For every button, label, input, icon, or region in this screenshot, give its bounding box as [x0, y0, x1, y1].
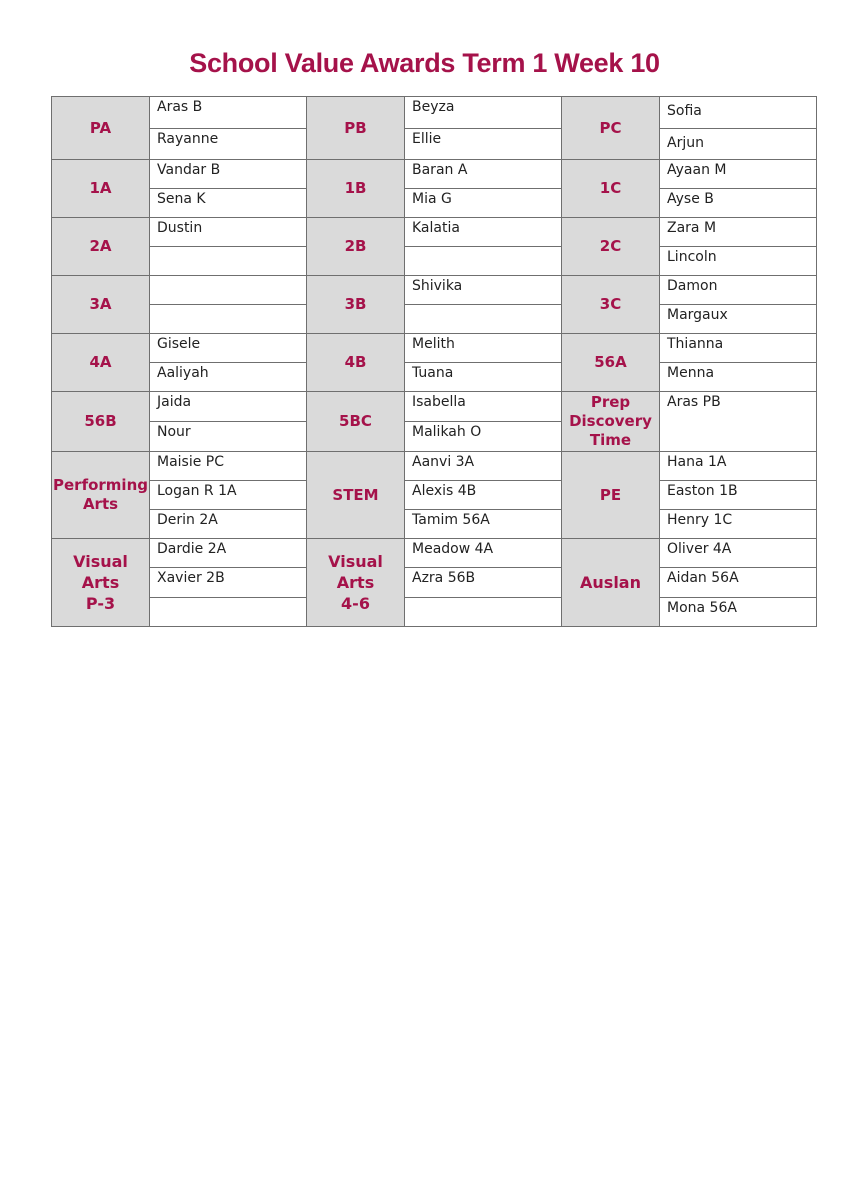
student-name: Nour [150, 422, 307, 452]
student-name [150, 276, 307, 305]
table-row [52, 334, 817, 392]
names-column [660, 539, 817, 627]
table-row [52, 392, 817, 452]
student-name: Melith [405, 334, 562, 363]
class-label: STEM [307, 452, 405, 539]
student-name: Logan R 1A [150, 481, 307, 510]
student-name: Maisie PC [150, 452, 307, 481]
names-column [405, 160, 562, 218]
names-column [150, 160, 307, 218]
student-name: Xavier 2B [150, 568, 307, 597]
class-label: 2C [562, 218, 660, 276]
class-label: Prep Discovery Time [562, 392, 660, 452]
class-label: 2B [307, 218, 405, 276]
names-column [150, 334, 307, 392]
student-name [405, 305, 562, 334]
names-column [405, 334, 562, 392]
names-column [150, 392, 307, 452]
table-row [52, 276, 817, 334]
student-name: Easton 1B [660, 481, 817, 510]
names-column [150, 452, 307, 539]
student-name: Sena K [150, 189, 307, 218]
names-column [405, 218, 562, 276]
student-name: Tuana [405, 363, 562, 392]
student-name [405, 598, 562, 627]
student-name: Margaux [660, 305, 817, 334]
student-name: Kalatia [405, 218, 562, 247]
names-column [150, 218, 307, 276]
class-label: 1A [52, 160, 150, 218]
student-name: Mia G [405, 189, 562, 218]
names-column [150, 276, 307, 334]
table-row [52, 218, 817, 276]
student-name: Alexis 4B [405, 481, 562, 510]
student-name [405, 247, 562, 276]
names-column [660, 160, 817, 218]
student-name: Meadow 4A [405, 539, 562, 568]
class-label: PB [307, 97, 405, 160]
class-label: Auslan [562, 539, 660, 627]
student-name: Dustin [150, 218, 307, 247]
student-name: Henry 1C [660, 510, 817, 539]
names-column [150, 97, 307, 160]
class-label: Visual Arts P-3 [52, 539, 150, 627]
class-label: 4B [307, 334, 405, 392]
student-name: Gisele [150, 334, 307, 363]
class-label: 56A [562, 334, 660, 392]
student-name: Jaida [150, 392, 307, 422]
class-label: Visual Arts 4-6 [307, 539, 405, 627]
student-name: Shivika [405, 276, 562, 305]
class-label: 4A [52, 334, 150, 392]
student-name: Aras B [150, 97, 307, 129]
student-name: Rayanne [150, 129, 307, 161]
student-name: Oliver 4A [660, 539, 817, 568]
names-column [405, 452, 562, 539]
table-row [52, 539, 817, 627]
student-name: Tamim 56A [405, 510, 562, 539]
table-row [52, 452, 817, 539]
student-name: Aidan 56A [660, 568, 817, 597]
student-name: Aanvi 3A [405, 452, 562, 481]
names-column [660, 276, 817, 334]
class-label: PA [52, 97, 150, 160]
table-row [52, 160, 817, 218]
student-name: Menna [660, 363, 817, 392]
student-name: Malikah O [405, 422, 562, 452]
names-column [405, 539, 562, 627]
student-name: Mona 56A [660, 598, 817, 627]
class-label: 3C [562, 276, 660, 334]
names-column [660, 392, 817, 452]
student-name: Dardie 2A [150, 539, 307, 568]
class-label: 5BC [307, 392, 405, 452]
class-label: 1B [307, 160, 405, 218]
student-name [150, 598, 307, 627]
student-name: Ellie [405, 129, 562, 161]
student-name: Vandar B [150, 160, 307, 189]
names-column [405, 97, 562, 160]
names-column [405, 392, 562, 452]
class-label: Performing Arts [52, 452, 150, 539]
class-label: 2A [52, 218, 150, 276]
student-name: Beyza [405, 97, 562, 129]
awards-table [51, 96, 817, 627]
student-name: Sofia [660, 97, 817, 129]
class-label: 1C [562, 160, 660, 218]
student-name: Aras PB [660, 392, 817, 452]
names-column [150, 539, 307, 627]
student-name: Derin 2A [150, 510, 307, 539]
student-name: Thianna [660, 334, 817, 363]
names-column [660, 218, 817, 276]
class-label: 56B [52, 392, 150, 452]
student-name: Hana 1A [660, 452, 817, 481]
student-name: Damon [660, 276, 817, 305]
student-name: Isabella [405, 392, 562, 422]
student-name: Arjun [660, 129, 817, 161]
names-column [405, 276, 562, 334]
student-name: Zara M [660, 218, 817, 247]
names-column [660, 97, 817, 160]
names-column [660, 452, 817, 539]
class-label: PE [562, 452, 660, 539]
class-label: 3A [52, 276, 150, 334]
class-label: PC [562, 97, 660, 160]
student-name: Lincoln [660, 247, 817, 276]
class-label: 3B [307, 276, 405, 334]
student-name: Ayaan M [660, 160, 817, 189]
student-name: Azra 56B [405, 568, 562, 597]
student-name [150, 247, 307, 276]
student-name: Ayse B [660, 189, 817, 218]
student-name [150, 305, 307, 334]
page-title: School Value Awards Term 1 Week 10 [189, 48, 660, 78]
student-name: Aaliyah [150, 363, 307, 392]
names-column [660, 334, 817, 392]
student-name: Baran A [405, 160, 562, 189]
table-row [52, 97, 817, 160]
